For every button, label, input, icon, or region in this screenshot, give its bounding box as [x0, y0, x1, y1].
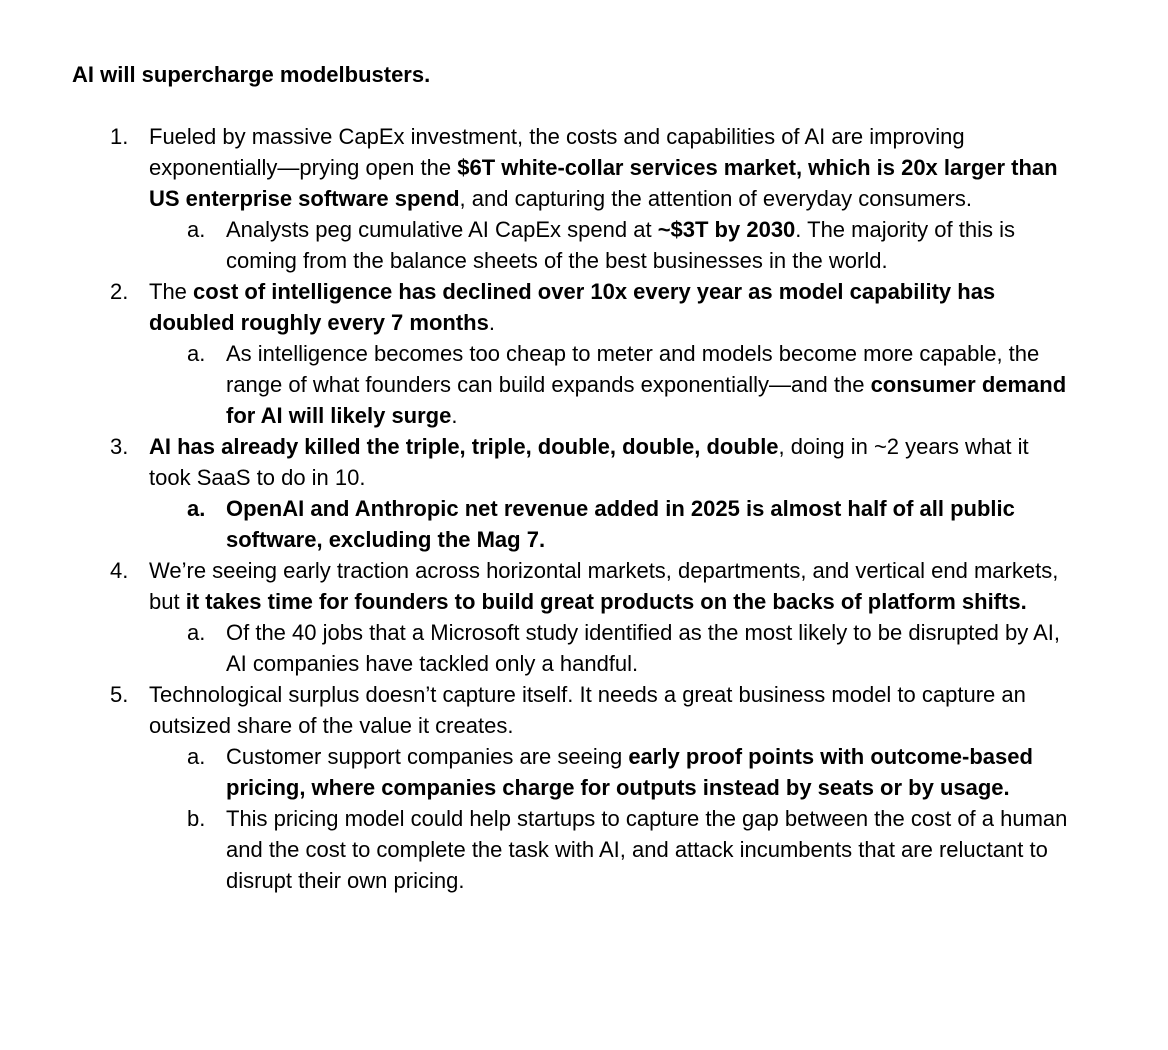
sub-item-emphasis: consumer demand for AI will likely surge [226, 372, 1067, 428]
sub-letter: a. [187, 341, 206, 366]
item-text: Technological surplus doesn’t capture itself. It needs a great business model to capture an outsized share of the value it creates. [149, 682, 1026, 738]
sub-item-text: As intelligence becomes too cheap to meter and models become more capable, the range of what founders can build expands exponentially—and the consumer demand for AI will likely surge. [226, 341, 1067, 428]
sub-letter: a. [187, 217, 206, 242]
item-text: Fueled by massive CapEx investment, the costs and capabilities of AI are improving exponentially—prying open the $6T white-collar services market, which is 20x larger than US enterprise software spend, and capturing the attention of everyday consumers. [149, 124, 1058, 211]
item-emphasis: it takes time for founders to build great products on the backs of platform shifts. [185, 589, 1027, 614]
item-text: AI has already killed the triple, triple, double, double, double, doing in ~2 years what it took SaaS to do in 10. [149, 434, 1029, 490]
sub-item [149, 338, 1070, 431]
list-item-3 [72, 431, 1069, 555]
numbered-list [72, 121, 1168, 896]
sub-item [149, 803, 1070, 896]
item-emphasis: $6T white-collar services market, which is 20x larger than US enterprise software spend [149, 155, 1058, 211]
list-item-1 [72, 121, 1069, 276]
sub-letter: a. [187, 620, 206, 645]
sub-item [149, 617, 1070, 679]
sub-item [149, 741, 1070, 803]
item-text: We’re seeing early traction across horizontal markets, departments, and vertical end markets, but it takes time for founders to build great products on the backs of platform shifts. [149, 558, 1059, 614]
sub-letter: a. [187, 744, 206, 769]
list-item-2 [72, 276, 1069, 431]
sub-letter: a. [187, 496, 206, 521]
sub-letter: b. [187, 806, 206, 831]
list-number: 2. [110, 279, 129, 304]
list-number: 1. [110, 124, 129, 149]
sub-list [149, 338, 1069, 431]
sub-list [149, 741, 1069, 896]
item-emphasis: AI has already killed the triple, triple, double, double, double [149, 434, 779, 459]
document-title: AI will supercharge modelbusters. [72, 62, 431, 87]
list-number: 4. [110, 558, 129, 583]
sub-item-text: This pricing model could help startups to capture the gap between the cost of a human and the cost to complete the task with AI, and attack incumbents that are reluctant to disrupt their own pricing. [226, 806, 1068, 893]
sub-item-text: Of the 40 jobs that a Microsoft study identified as the most likely to be disrupted by AI, AI companies have tackled only a handful. [226, 620, 1060, 676]
sub-item-emphasis: ~$3T by 2030 [657, 217, 796, 242]
sub-item-emphasis: OpenAI and Anthropic net revenue added in 2025 is almost half of all public software, excluding the Mag 7. [226, 496, 1015, 552]
sub-list [149, 493, 1069, 555]
list-item-4 [72, 555, 1069, 679]
sub-list [149, 617, 1069, 679]
sub-item-text [226, 496, 1015, 552]
list-item-5 [72, 679, 1069, 896]
list-number: 5. [110, 682, 129, 707]
sub-item [149, 214, 1070, 276]
sub-item-text: Customer support companies are seeing early proof points with outcome-based pricing, where companies charge for outputs instead by seats or by usage. [226, 744, 1033, 800]
list-number: 3. [110, 434, 129, 459]
sub-item [149, 493, 1070, 555]
item-emphasis: cost of intelligence has declined over 10x every year as model capability has doubled roughly every 7 months [149, 279, 996, 335]
sub-list [149, 214, 1069, 276]
sub-item-text: Analysts peg cumulative AI CapEx spend at ~$3T by 2030. The majority of this is coming from the balance sheets of the best businesses in the world. [226, 217, 1015, 273]
sub-item-emphasis: early proof points with outcome-based pricing, where companies charge for outputs instead by seats or by usage. [226, 744, 1033, 800]
item-text: The cost of intelligence has declined over 10x every year as model capability has doubled roughly every 7 months. [149, 279, 996, 335]
